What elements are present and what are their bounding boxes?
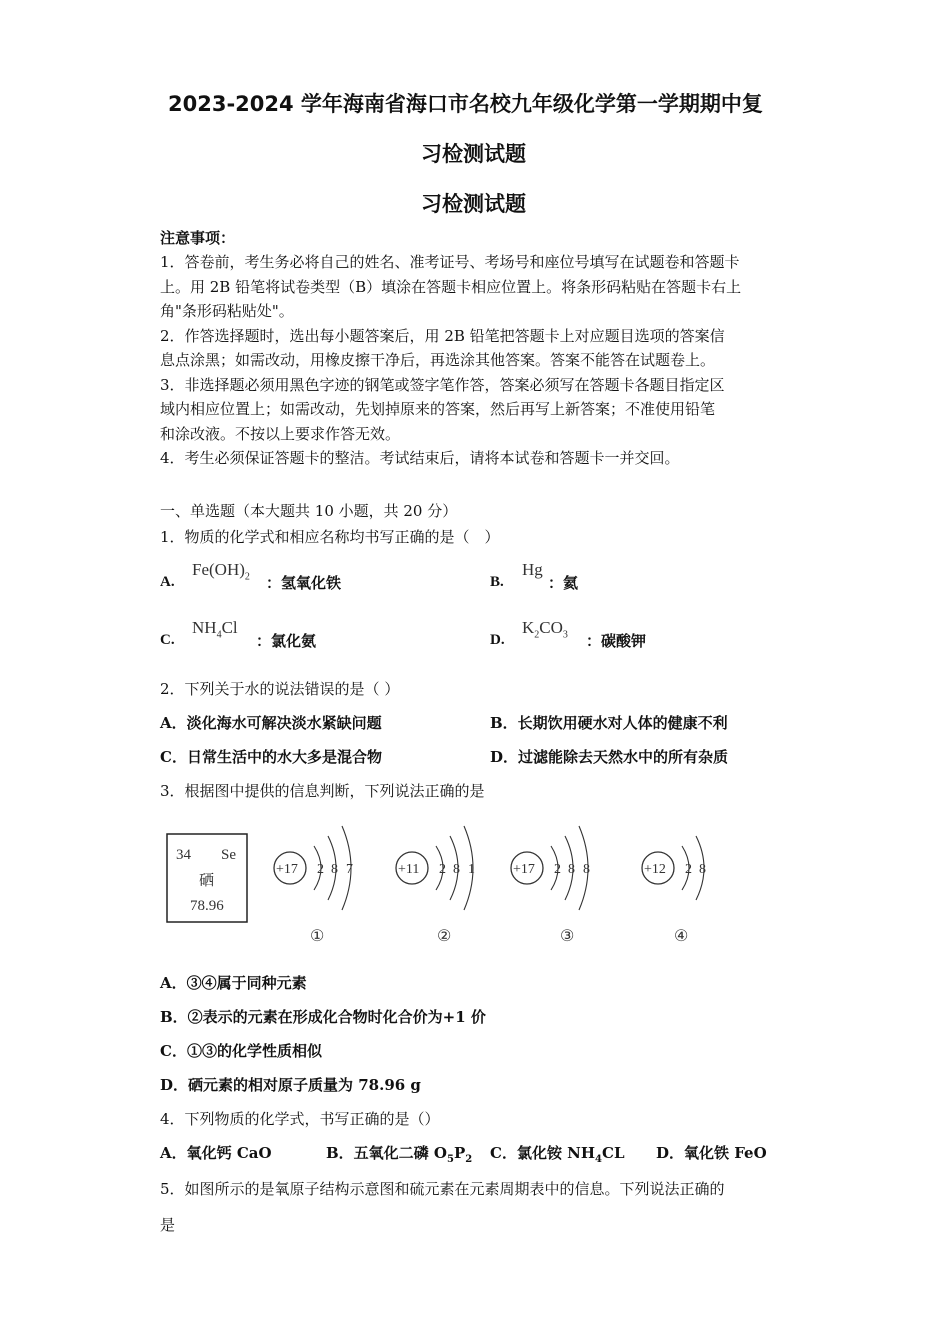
notice-line: 2．作答选择题时，选出每小题答案后，用 2B 铅笔把答题卡上对应题目选项的答案信 [160,326,725,345]
subscript: 2 [465,1154,473,1165]
nucleus-charge: +17 [513,862,535,877]
q3-option-c: C．①③的化学性质相似 [160,1042,322,1060]
question-1-stem: 1．物质的化学式和相应名称均书写正确的是（ ） [160,528,500,546]
atom-diagram-2 [396,826,475,945]
formula-subscript: 2 [534,629,540,641]
diagram-label: ④ [674,928,689,945]
formula-subscript: 2 [244,571,250,583]
element-name: 硒 [199,873,215,889]
notice-block [160,250,741,471]
shell-electrons: 8 [699,862,706,877]
formula-text: Cl [221,618,238,637]
notice-line: 角"条形码粘贴处"。 [160,302,294,320]
option-text: CL [602,1144,625,1162]
formula [192,618,238,640]
question-5-stem: 5．如图所示的是氧原子结构示意图和硫元素在元素周期表中的信息。下列说法正确的 [160,1180,725,1198]
diagram-label: ① [310,928,325,945]
shell-electrons: 2 [685,862,692,877]
nucleus-charge: +17 [276,862,298,877]
formula-subscript: 3 [562,629,568,641]
option-name: ：氢氧化铁 [266,574,342,592]
formula-text: Fe(OH) [192,560,245,579]
shell-electrons: 8 [568,862,575,877]
q3-option-a: A．③④属于同种元素 [160,974,307,992]
q4-option-a: A．氧化钙 CaO [160,1144,272,1162]
option-label: D. [490,632,505,648]
subscript: 4 [595,1154,603,1165]
section-heading: 一、单选题（本大题共 10 小题，共 20 分） [160,502,458,520]
q3-option-b: B．②表示的元素在形成化合物时化合价为+1 价 [160,1008,486,1026]
formula [192,560,250,582]
q2-option-b: B．长期饮用硬水对人体的健康不利 [490,714,728,732]
shell-electrons: 1 [468,862,475,877]
option-name: ：氦 [548,574,579,592]
notice-line: 和涂改液。不按以上要求作答无效。 [160,424,401,443]
element-mass: 78.96 [190,898,224,914]
q2-option-c: C．日常生活中的水大多是混合物 [160,748,382,766]
q4-option-d: D．氧化铁 FeO [656,1144,767,1162]
shell-electrons: 2 [317,862,324,877]
q4-option-b [326,1142,472,1165]
option-name: ：氯化氨 [256,632,317,650]
question-3-stem: 3．根据图中提供的信息判断，下列说法正确的是 [160,782,485,800]
option-name: ：碳酸钾 [586,632,647,650]
element-number: 34 [176,847,191,863]
atom-diagram-1 [274,826,353,945]
notice-line: 3．非选择题必须用黑色字迹的钢笔或签字笔作答，答案必须写在答题卡各题目指定区 [160,375,725,394]
formula-text: NH [192,618,217,637]
notice-heading: 注意事项： [160,229,236,247]
shell-electrons: 7 [346,862,353,877]
nucleus-charge: +12 [644,862,666,877]
notice-line: 息点涂黑；如需改动，用橡皮擦干净后，再选涂其他答案。答案不能答在试题卷上。 [160,351,716,369]
shell-electrons: 2 [439,862,446,877]
atom-diagram-4 [642,836,706,945]
q2-option-d: D．过滤能除去天然水中的所有杂质 [490,748,729,766]
formula-text: K [522,618,535,637]
q2-option-a: A．淡化海水可解决淡水紧缺问题 [160,714,382,732]
formula-subscript: 4 [216,629,222,641]
question-4-stem: 4．下列物质的化学式，书写正确的是（） [160,1110,440,1128]
page-title-line3: 习检测试题 [421,192,526,216]
formula-text: CO [539,618,563,637]
page-title-line2: 习检测试题 [421,142,526,166]
page-title: 2023-2024 学年海南省海口市名校九年级化学第一学期期中复 [168,92,763,116]
subscript: 5 [446,1154,454,1165]
option-text: P [453,1144,466,1162]
shell-electrons: 2 [554,862,561,877]
nucleus-charge: +11 [398,862,420,877]
notice-line: 域内相应位置上；如需改动，先划掉原来的答案，然后再写上新答案；不准使用铅笔 [160,400,716,418]
option-label: C. [160,632,175,648]
atom-diagram-3 [511,826,590,945]
shell-electrons: 8 [583,862,590,877]
q3-option-d: D．硒元素的相对原子质量为 78.96 g [160,1076,421,1094]
diagram-label: ③ [560,928,575,945]
option-text: C．氯化铵 NH [490,1144,596,1162]
question-5-stem-cont: 是 [160,1216,176,1234]
option-label: B. [490,574,504,590]
q4-option-c [490,1142,625,1165]
element-symbol: Se [221,847,236,863]
formula [522,618,568,640]
diagram-label: ② [437,928,452,945]
notice-line: 4．考生必须保证答题卡的整洁。考试结束后，请将本试卷和答题卡一并交回。 [160,449,680,467]
shell-electrons: 8 [453,862,460,877]
atomic-structure-figure [160,810,720,950]
notice-line: 上。用 2B 铅笔将试卷类型（B）填涂在答题卡相应位置上。将条形码粘贴在答题卡右上 [160,277,742,296]
formula: Hg [522,560,543,579]
option-label: A. [160,574,175,590]
question-2-stem: 2．下列关于水的说法错误的是（ ） [160,680,400,698]
option-text: B．五氧化二磷 O [326,1144,447,1162]
shell-electrons: 8 [331,862,338,877]
notice-line: 1．答卷前，考生务必将自己的姓名、准考证号、考场号和座位号填写在试题卷和答题卡 [160,253,740,271]
